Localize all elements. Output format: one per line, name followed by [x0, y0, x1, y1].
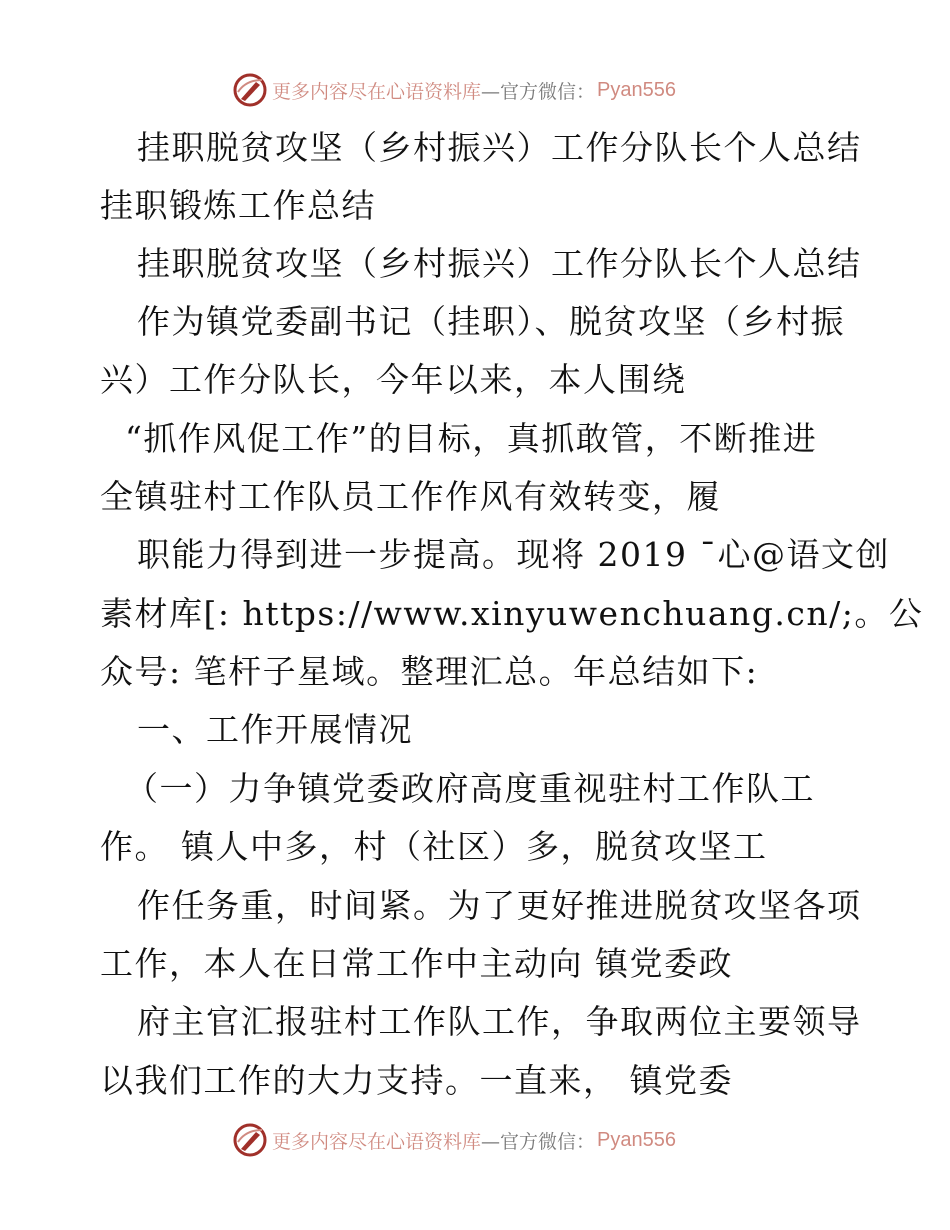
doc-subtitle: 挂职锻炼工作总结	[100, 186, 376, 225]
text-line: 全镇驻村工作队员工作作风有效转变，履	[100, 477, 721, 516]
text-line: 作任务重，时间紧。为了更好推进脱贫攻坚各项	[137, 886, 862, 925]
text-line: 作为镇党委副书记（挂职）、脱贫攻坚（乡村振	[137, 302, 845, 341]
text-line: 兴）工作分队长，今年以来，本人围绕	[100, 360, 687, 399]
text-line: 职能力得到进一步提高。现将 2019 ¯心@语文创	[137, 535, 890, 574]
watermark-footer	[232, 1120, 676, 1160]
watermark-text: 更多内容尽在心语资料库	[272, 80, 482, 103]
watermark-header	[232, 70, 676, 110]
subsection-heading: （一）力争镇党委政府高度重视驻村工作队工	[125, 769, 815, 808]
doc-title: 挂职脱贫攻坚（乡村振兴）工作分队长个人总结	[137, 128, 862, 167]
wechat-id: Pyan556	[597, 1128, 676, 1151]
pen-logo-icon	[232, 1122, 268, 1158]
text-line: 以我们工作的大力支持。一直来， 镇党委	[100, 1061, 733, 1100]
section-heading: 一、工作开展情况	[137, 710, 413, 749]
wechat-id: Pyan556	[597, 78, 676, 101]
text-line: 作。 镇人中多，村（社区）多，脱贫攻坚工	[100, 827, 768, 866]
text-line: 工作，本人在日常工作中主动向 镇党委政	[100, 944, 733, 983]
text-line: “抓作风促工作”的目标，真抓敢管，不断推进	[125, 419, 818, 458]
text-line: 众号: 笔杆子星域。整理汇总。年总结如下:	[100, 652, 759, 691]
watermark-text: 更多内容尽在心语资料库	[272, 1130, 482, 1153]
pen-logo-icon	[232, 72, 268, 108]
text-line: 素材库[: https://www.xinyuwenchuang.cn/;。公	[100, 594, 924, 633]
text-line: 挂职脱贫攻坚（乡村振兴）工作分队长个人总结	[137, 244, 862, 283]
watermark-label: —官方微信：	[481, 80, 596, 103]
text-line: 府主官汇报驻村工作队工作，争取两位主要领导	[137, 1002, 862, 1041]
watermark-label: —官方微信：	[481, 1130, 596, 1153]
